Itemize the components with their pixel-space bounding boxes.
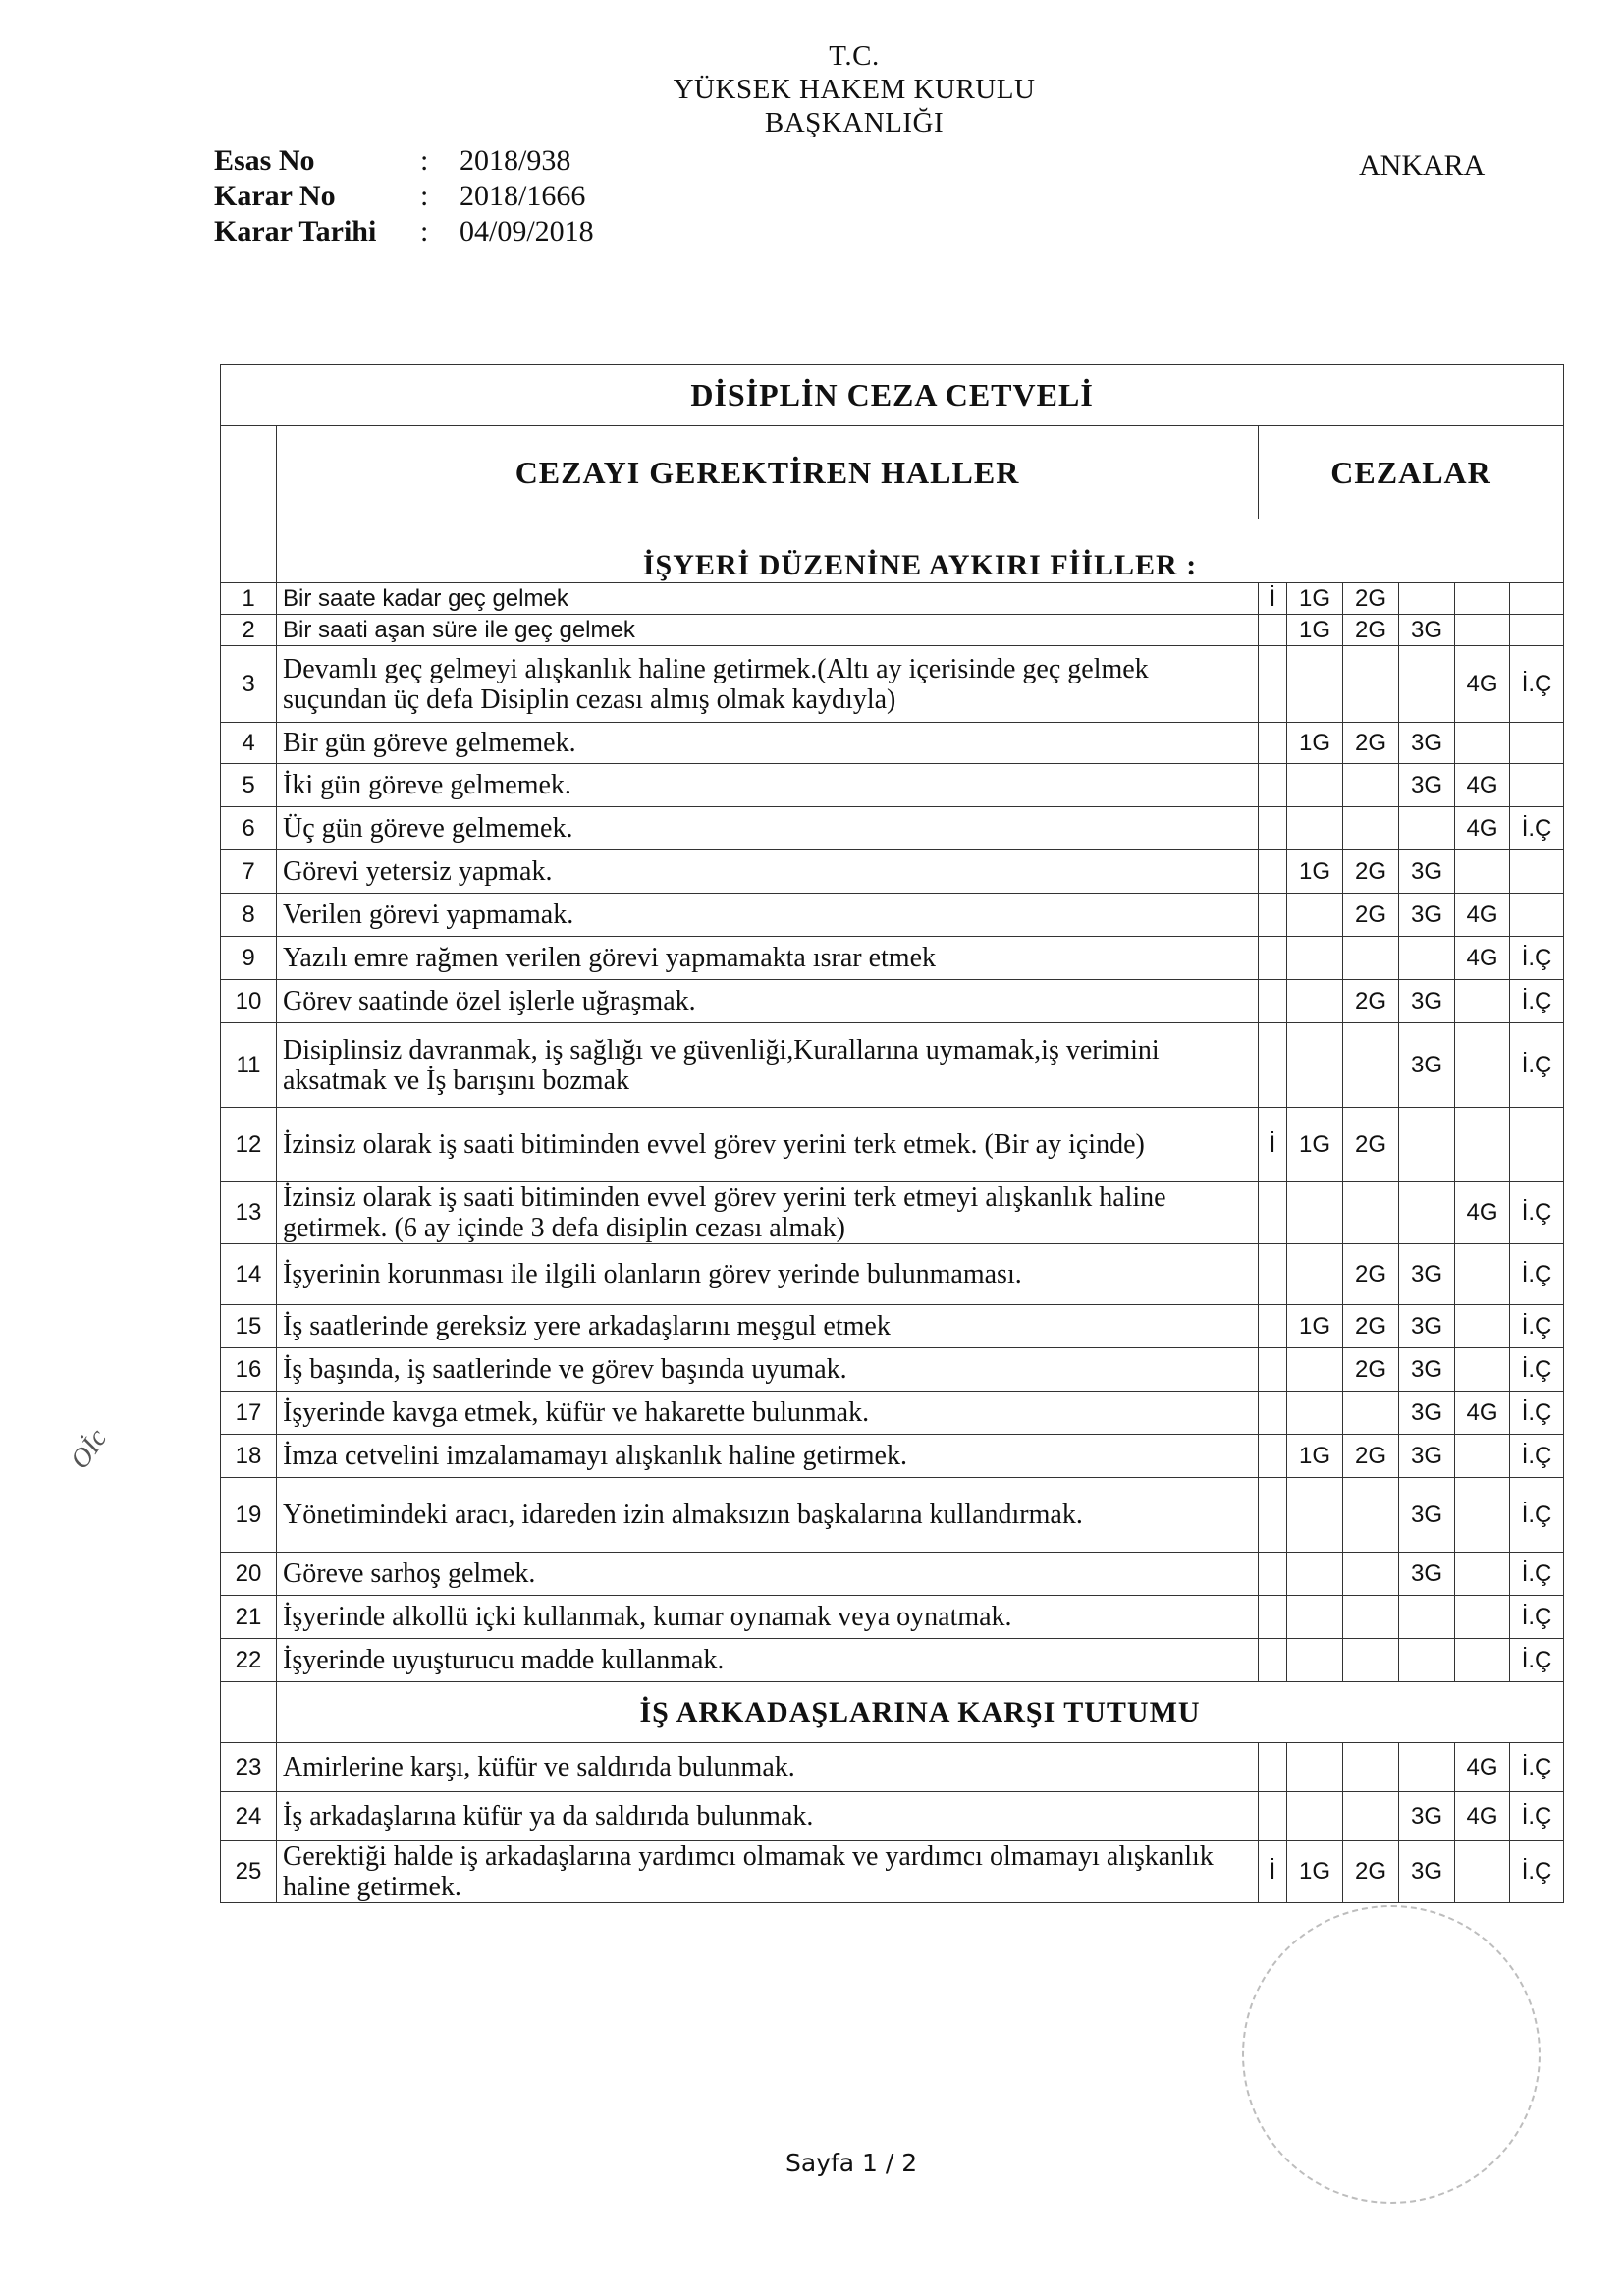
table-row xyxy=(221,807,1564,850)
offense-description: Bir gün göreve gelmemek. xyxy=(277,723,1259,764)
penalty-cell xyxy=(1455,1435,1510,1478)
penalty-cell: 4G xyxy=(1455,646,1510,723)
penalty-cell xyxy=(1399,807,1455,850)
penalty-cell xyxy=(1259,894,1287,937)
meta-value: 04/09/2018 xyxy=(460,215,594,247)
offense-description: Devamlı geç gelmeyi alışkanlık haline getirmek.(Altı ay içerisinde geç gelmek suçundan üç defa Disiplin cezası almış olmak kaydıyla) xyxy=(277,646,1259,723)
table-title: DİSİPLİN CEZA CETVELİ xyxy=(221,365,1564,426)
penalty-cell xyxy=(1287,1478,1343,1553)
penalty-cell xyxy=(1287,1348,1343,1392)
penalty-cell: 3G xyxy=(1399,980,1455,1023)
offense-description: Amirlerine karşı, küfür ve saldırıda bulunmak. xyxy=(277,1743,1259,1792)
penalty-cell: 2G xyxy=(1343,1348,1399,1392)
penalty-cell xyxy=(1287,1639,1343,1682)
penalty-cell: 3G xyxy=(1399,1553,1455,1596)
row-number: 23 xyxy=(221,1743,277,1792)
penalty-cell xyxy=(1259,980,1287,1023)
header-institution: YÜKSEK HAKEM KURULU xyxy=(673,74,1036,105)
penalty-cell xyxy=(1399,937,1455,980)
table-row xyxy=(221,1841,1564,1903)
page-number: Sayfa 1 / 2 xyxy=(785,2149,918,2177)
offense-description: Yönetimindeki aracı, idareden izin almaksızın başkalarına kullandırmak. xyxy=(277,1478,1259,1553)
penalty-cell xyxy=(1455,1596,1510,1639)
meta-label: Esas No xyxy=(214,144,315,177)
penalty-cell xyxy=(1510,1108,1564,1182)
offense-description: Görevi yetersiz yapmak. xyxy=(277,850,1259,894)
penalty-cell: İ xyxy=(1259,1108,1287,1182)
row-number: 20 xyxy=(221,1553,277,1596)
penalty-cell xyxy=(1343,1553,1399,1596)
penalty-cell xyxy=(1287,980,1343,1023)
row-number: 24 xyxy=(221,1792,277,1841)
penalty-cell xyxy=(1343,1478,1399,1553)
meta-value: 2018/938 xyxy=(460,144,571,177)
penalty-cell: 4G xyxy=(1455,1182,1510,1244)
penalty-cell: İ xyxy=(1259,1841,1287,1903)
row-number: 18 xyxy=(221,1435,277,1478)
offense-description: İş saatlerinde gereksiz yere arkadaşlarını meşgul etmek xyxy=(277,1305,1259,1348)
penalty-cell: 3G xyxy=(1399,1244,1455,1305)
penalty-cell xyxy=(1510,723,1564,764)
table-row xyxy=(221,894,1564,937)
penalty-cell xyxy=(1510,850,1564,894)
penalty-cell xyxy=(1455,615,1510,646)
row-number: 16 xyxy=(221,1348,277,1392)
row-number: 1 xyxy=(221,583,277,615)
penalty-cell xyxy=(1399,1639,1455,1682)
penalty-cell xyxy=(1343,646,1399,723)
penalty-cell: 2G xyxy=(1343,980,1399,1023)
table-row xyxy=(221,980,1564,1023)
penalty-cell xyxy=(1510,894,1564,937)
penalty-cell xyxy=(1287,1553,1343,1596)
offense-description: Disiplinsiz davranmak, iş sağlığı ve güvenliği,Kurallarına uymamak,iş verimini aksatmak ve İş barışını bozmak xyxy=(277,1023,1259,1108)
offense-description: Göreve sarhoş gelmek. xyxy=(277,1553,1259,1596)
penalty-cell xyxy=(1259,1305,1287,1348)
meta-label: Karar No xyxy=(214,180,336,212)
table-row xyxy=(221,1182,1564,1244)
section-workplace-order: İŞYERİ DÜZENİNE AYKIRI FİİLLER : xyxy=(277,519,1564,583)
row-number: 25 xyxy=(221,1841,277,1903)
penalty-cell: 3G xyxy=(1399,1792,1455,1841)
offense-description: Gerektiği halde iş arkadaşlarına yardımcı olmamak ve yardımcı olmamayı alışkanlık haline getirmek. xyxy=(277,1841,1259,1903)
penalty-cell: 2G xyxy=(1343,583,1399,615)
row-number: 5 xyxy=(221,764,277,807)
penalty-cell xyxy=(1455,1305,1510,1348)
penalty-cell xyxy=(1287,1392,1343,1435)
penalty-cell xyxy=(1343,1392,1399,1435)
row-number: 10 xyxy=(221,980,277,1023)
table-row xyxy=(221,1792,1564,1841)
penalty-cell xyxy=(1287,894,1343,937)
penalty-cell: 1G xyxy=(1287,1108,1343,1182)
penalty-cell xyxy=(1455,980,1510,1023)
penalty-cell xyxy=(1455,1478,1510,1553)
penalty-cell xyxy=(1455,1639,1510,1682)
penalty-cell xyxy=(1259,1435,1287,1478)
penalty-cell xyxy=(1259,807,1287,850)
penalty-cell: 2G xyxy=(1343,1841,1399,1903)
penalty-cell xyxy=(1455,1023,1510,1108)
table-row xyxy=(221,646,1564,723)
header-tc: T.C. xyxy=(829,40,880,72)
penalty-cell: 3G xyxy=(1399,1841,1455,1903)
table-row xyxy=(221,1639,1564,1682)
row-number: 14 xyxy=(221,1244,277,1305)
section-coworkers: İŞ ARKADAŞLARINA KARŞI TUTUMU xyxy=(277,1682,1564,1743)
penalty-cell: 3G xyxy=(1399,723,1455,764)
table-row xyxy=(221,1348,1564,1392)
penalty-cell xyxy=(1399,1743,1455,1792)
penalty-cell xyxy=(1259,615,1287,646)
penalty-cell xyxy=(1343,937,1399,980)
penalty-cell: 3G xyxy=(1399,764,1455,807)
penalty-cell xyxy=(1259,1182,1287,1244)
penalty-cell xyxy=(1510,764,1564,807)
penalty-cell xyxy=(1259,1023,1287,1108)
penalty-cell xyxy=(1455,723,1510,764)
city: ANKARA xyxy=(1359,149,1486,182)
offense-description: İşyerinde kavga etmek, küfür ve hakarette bulunmak. xyxy=(277,1392,1259,1435)
penalty-cell xyxy=(1287,1182,1343,1244)
penalty-cell: 2G xyxy=(1343,1108,1399,1182)
col-header-offenses: CEZAYI GEREKTİREN HALLER xyxy=(277,426,1259,519)
penalty-cell xyxy=(1455,1553,1510,1596)
penalty-cell xyxy=(1287,807,1343,850)
penalty-cell: 4G xyxy=(1455,1392,1510,1435)
table-row xyxy=(221,583,1564,615)
penalty-cell xyxy=(1259,1553,1287,1596)
offense-description: İzinsiz olarak iş saati bitiminden evvel görev yerini terk etmek. (Bir ay içinde) xyxy=(277,1108,1259,1182)
offense-description: Görev saatinde özel işlerle uğraşmak. xyxy=(277,980,1259,1023)
official-stamp xyxy=(1242,1905,1541,2204)
penalty-cell: 1G xyxy=(1287,583,1343,615)
table-row xyxy=(221,937,1564,980)
penalty-cell xyxy=(1259,764,1287,807)
penalty-cell: İ.Ç xyxy=(1510,1244,1564,1305)
case-meta: Esas No : 2018/938 Karar No : 2018/1666 Karar Tarihi : 04/09/2018 xyxy=(214,144,594,247)
penalty-cell xyxy=(1287,1596,1343,1639)
penalty-cell: 3G xyxy=(1399,1023,1455,1108)
row-number: 22 xyxy=(221,1639,277,1682)
penalty-cell xyxy=(1343,764,1399,807)
offense-description: Bir saati aşan süre ile geç gelmek xyxy=(277,615,1259,646)
penalty-cell: İ.Ç xyxy=(1510,1348,1564,1392)
penalty-cell xyxy=(1287,1792,1343,1841)
penalty-cell xyxy=(1510,615,1564,646)
penalty-cell: 1G xyxy=(1287,1435,1343,1478)
offense-description: İki gün göreve gelmemek. xyxy=(277,764,1259,807)
penalty-cell xyxy=(1399,646,1455,723)
penalty-cell: 2G xyxy=(1343,1244,1399,1305)
penalty-cell: İ.Ç xyxy=(1510,1392,1564,1435)
penalty-cell xyxy=(1287,1244,1343,1305)
offense-description: Üç gün göreve gelmemek. xyxy=(277,807,1259,850)
penalty-cell xyxy=(1259,1478,1287,1553)
penalty-cell xyxy=(1399,1596,1455,1639)
penalty-cell: İ.Ç xyxy=(1510,1792,1564,1841)
discipline-table xyxy=(220,364,1564,1903)
penalty-cell xyxy=(1455,1348,1510,1392)
row-number: 3 xyxy=(221,646,277,723)
table-row xyxy=(221,1023,1564,1108)
penalty-cell: 3G xyxy=(1399,850,1455,894)
table-row xyxy=(221,1596,1564,1639)
penalty-cell xyxy=(1259,723,1287,764)
table-row xyxy=(221,723,1564,764)
penalty-cell xyxy=(1343,1639,1399,1682)
penalty-cell: 2G xyxy=(1343,850,1399,894)
penalty-cell: İ.Ç xyxy=(1510,646,1564,723)
penalty-cell xyxy=(1455,583,1510,615)
penalty-cell xyxy=(1287,937,1343,980)
row-number: 15 xyxy=(221,1305,277,1348)
meta-value: 2018/1666 xyxy=(460,180,586,212)
penalty-cell xyxy=(1259,1244,1287,1305)
offense-description: İş başında, iş saatlerinde ve görev başında uyumak. xyxy=(277,1348,1259,1392)
penalty-cell xyxy=(1399,583,1455,615)
offense-description: Verilen görevi yapmamak. xyxy=(277,894,1259,937)
penalty-cell: 4G xyxy=(1455,764,1510,807)
penalty-cell: 1G xyxy=(1287,615,1343,646)
row-number: 17 xyxy=(221,1392,277,1435)
penalty-cell xyxy=(1343,1023,1399,1108)
penalty-cell xyxy=(1343,807,1399,850)
penalty-cell xyxy=(1287,1023,1343,1108)
penalty-cell: 3G xyxy=(1399,1392,1455,1435)
penalty-cell xyxy=(1343,1792,1399,1841)
handwritten-initials: Oİc xyxy=(64,1423,114,1475)
table-row xyxy=(221,1478,1564,1553)
penalty-cell xyxy=(1287,764,1343,807)
penalty-cell: 3G xyxy=(1399,1348,1455,1392)
penalty-cell: İ.Ç xyxy=(1510,937,1564,980)
penalty-cell: 2G xyxy=(1343,894,1399,937)
penalty-cell xyxy=(1259,850,1287,894)
penalty-cell: İ.Ç xyxy=(1510,1639,1564,1682)
penalty-cell: 4G xyxy=(1455,894,1510,937)
penalty-cell xyxy=(1259,1348,1287,1392)
meta-label: Karar Tarihi xyxy=(214,215,377,247)
penalty-cell: 2G xyxy=(1343,1435,1399,1478)
row-number: 4 xyxy=(221,723,277,764)
penalty-cell xyxy=(1343,1743,1399,1792)
header-presidency: BAŞKANLIĞI xyxy=(764,107,945,138)
row-number: 7 xyxy=(221,850,277,894)
offense-description: Yazılı emre rağmen verilen görevi yapmamakta ısrar etmek xyxy=(277,937,1259,980)
table-row xyxy=(221,764,1564,807)
penalty-cell xyxy=(1259,1743,1287,1792)
penalty-cell: İ.Ç xyxy=(1510,1553,1564,1596)
table-row xyxy=(221,1553,1564,1596)
row-number: 21 xyxy=(221,1596,277,1639)
penalty-cell xyxy=(1343,1182,1399,1244)
penalty-cell xyxy=(1259,646,1287,723)
penalty-cell: İ.Ç xyxy=(1510,1182,1564,1244)
table-row xyxy=(221,1435,1564,1478)
table-row xyxy=(221,615,1564,646)
penalty-cell xyxy=(1287,646,1343,723)
penalty-cell: İ.Ç xyxy=(1510,1435,1564,1478)
penalty-cell: 3G xyxy=(1399,1305,1455,1348)
penalty-cell xyxy=(1287,1743,1343,1792)
penalty-cell xyxy=(1399,1108,1455,1182)
penalty-cell: 1G xyxy=(1287,1841,1343,1903)
table-row xyxy=(221,1305,1564,1348)
penalty-cell: 4G xyxy=(1455,807,1510,850)
penalty-cell: 4G xyxy=(1455,1743,1510,1792)
penalty-cell: 3G xyxy=(1399,615,1455,646)
penalty-cell: 2G xyxy=(1343,615,1399,646)
col-header-penalties: CEZALAR xyxy=(1259,426,1564,519)
penalty-cell xyxy=(1259,1792,1287,1841)
penalty-cell xyxy=(1455,1244,1510,1305)
penalty-cell xyxy=(1259,1639,1287,1682)
penalty-cell: İ.Ç xyxy=(1510,1023,1564,1108)
penalty-cell: 3G xyxy=(1399,1478,1455,1553)
offense-description: İş arkadaşlarına küfür ya da saldırıda bulunmak. xyxy=(277,1792,1259,1841)
penalty-cell: İ.Ç xyxy=(1510,1596,1564,1639)
penalty-cell: 1G xyxy=(1287,850,1343,894)
penalty-cell: 4G xyxy=(1455,937,1510,980)
row-number: 13 xyxy=(221,1182,277,1244)
row-number: 19 xyxy=(221,1478,277,1553)
penalty-cell: 3G xyxy=(1399,894,1455,937)
table-row xyxy=(221,850,1564,894)
penalty-cell: İ.Ç xyxy=(1510,1841,1564,1903)
penalty-cell: 2G xyxy=(1343,1305,1399,1348)
offense-description: İmza cetvelini imzalamamayı alışkanlık haline getirmek. xyxy=(277,1435,1259,1478)
penalty-cell xyxy=(1455,1108,1510,1182)
table-row xyxy=(221,1244,1564,1305)
penalty-cell: İ xyxy=(1259,583,1287,615)
penalty-cell: 2G xyxy=(1343,723,1399,764)
row-number: 11 xyxy=(221,1023,277,1108)
penalty-cell xyxy=(1455,850,1510,894)
penalty-cell xyxy=(1259,937,1287,980)
row-number: 12 xyxy=(221,1108,277,1182)
row-number: 2 xyxy=(221,615,277,646)
table-row xyxy=(221,1108,1564,1182)
penalty-cell xyxy=(1455,1841,1510,1903)
offense-description: İşyerinde uyuşturucu madde kullanmak. xyxy=(277,1639,1259,1682)
penalty-cell: İ.Ç xyxy=(1510,1478,1564,1553)
table-row xyxy=(221,1743,1564,1792)
penalty-cell xyxy=(1399,1182,1455,1244)
penalty-cell xyxy=(1259,1596,1287,1639)
row-number: 9 xyxy=(221,937,277,980)
offense-description: İşyerinde alkollü içki kullanmak, kumar oynamak veya oynatmak. xyxy=(277,1596,1259,1639)
penalty-cell xyxy=(1343,1596,1399,1639)
row-number: 8 xyxy=(221,894,277,937)
offense-description: İşyerinin korunması ile ilgili olanların görev yerinde bulunmaması. xyxy=(277,1244,1259,1305)
penalty-cell: 1G xyxy=(1287,1305,1343,1348)
penalty-cell: 4G xyxy=(1455,1792,1510,1841)
penalty-cell: 1G xyxy=(1287,723,1343,764)
table-row xyxy=(221,1392,1564,1435)
penalty-cell: İ.Ç xyxy=(1510,1743,1564,1792)
penalty-cell: İ.Ç xyxy=(1510,807,1564,850)
penalty-cell: 3G xyxy=(1399,1435,1455,1478)
penalty-cell: İ.Ç xyxy=(1510,980,1564,1023)
penalty-cell: İ.Ç xyxy=(1510,1305,1564,1348)
penalty-cell xyxy=(1259,1392,1287,1435)
penalty-cell xyxy=(1510,583,1564,615)
row-number: 6 xyxy=(221,807,277,850)
offense-description: Bir saate kadar geç gelmek xyxy=(277,583,1259,615)
offense-description: İzinsiz olarak iş saati bitiminden evvel görev yerini terk etmeyi alışkanlık haline getirmek. (6 ay içinde 3 defa disiplin cezası almak) xyxy=(277,1182,1259,1244)
